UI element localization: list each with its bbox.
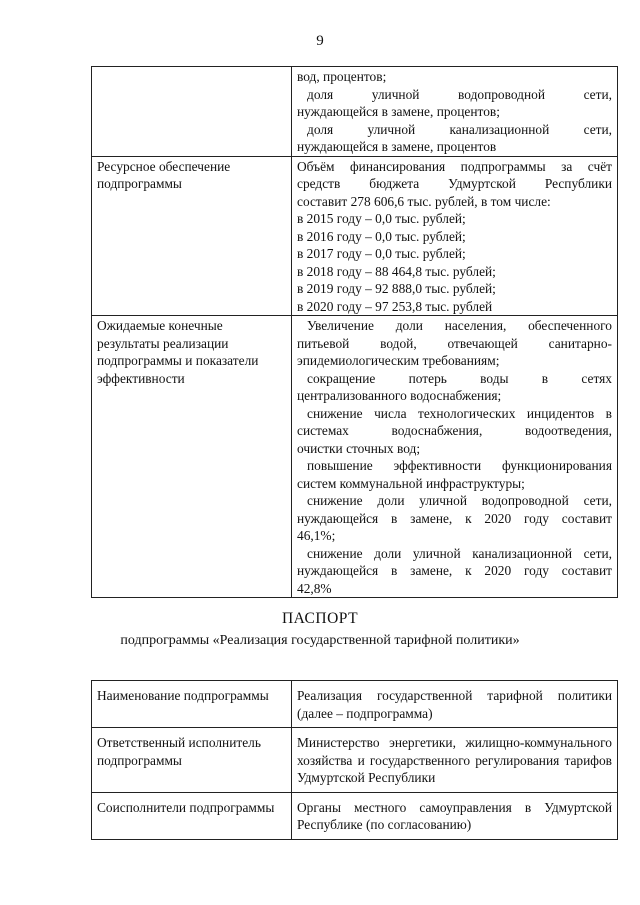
row-label: Наименование подпрограммы — [92, 681, 292, 728]
text-line: в 2016 году – 0,0 тыс. рублей; — [297, 228, 466, 244]
table-row — [92, 681, 618, 728]
text-line: нуждающейся в замене, процентов — [297, 139, 497, 154]
table-row — [92, 316, 618, 598]
text-line: в 2015 году – 0,0 тыс. рублей; — [297, 211, 466, 226]
row-label: Ресурсное обеспечение подпрограммы — [92, 156, 292, 316]
passport-title: ПАСПОРТ — [281, 610, 359, 627]
row-content: Органы местного самоуправления в Удмуртской Республике (по согласованию) — [292, 792, 618, 839]
text-line: питьевой водой, отвечающей санитарно- — [297, 335, 612, 351]
text-line: в 2018 году – 88 464,8 тыс. рублей; — [297, 263, 496, 279]
text-line: эпидемиологическим требованиям; — [297, 353, 500, 368]
text-line: в 2020 году – 97 253,8 тыс. рублей — [297, 298, 493, 314]
text-line: нуждающейся в замене, к 2020 году составит — [297, 510, 612, 526]
page-number: 9 — [316, 33, 324, 49]
row-content: Министерство энергетики, жилищно-коммунального хозяйства и государственного регулирования тарифов Удмуртской Республики — [292, 728, 618, 793]
table-row — [92, 792, 618, 839]
passport-table — [91, 680, 618, 840]
table-row — [92, 728, 618, 793]
passport-subtitle: подпрограммы «Реализация государственной тарифной политики» — [120, 633, 520, 648]
text-line: системах водоснабжения, водоотведения, — [297, 423, 612, 438]
text-line: 42,8% — [297, 580, 332, 596]
text-line: снижение доли уличной водопроводной сети, — [307, 493, 612, 508]
row-label — [92, 67, 292, 157]
text-line: 46,1%; — [297, 528, 336, 543]
row-label: Ответственный исполнитель подпрограммы — [92, 728, 292, 793]
subprogram-continuation-table — [91, 66, 618, 598]
text-line: централизованного водоснабжения; — [297, 388, 502, 403]
text-line: вод, процентов; — [297, 69, 387, 84]
text-line: нуждающейся в замене, к 2020 году составит — [297, 563, 612, 578]
text-line: систем коммунальной инфраструктуры; — [297, 475, 525, 491]
text-line: очистки сточных вод; — [297, 440, 421, 456]
text-line: средств бюджета Удмуртской Республики — [297, 176, 612, 191]
row-content — [292, 316, 618, 598]
text-line: в 2017 году – 0,0 тыс. рублей; — [297, 246, 466, 261]
text-line: доля уличной водопроводной сети, — [307, 86, 612, 102]
row-label: Ожидаемые конечные результаты реализации подпрограммы и показатели эффективности — [92, 316, 292, 598]
text-line: нуждающейся в замене, процентов; — [297, 104, 500, 119]
text-line: сокращение потерь воды в сетях — [307, 370, 612, 386]
table-row — [92, 156, 618, 316]
text-line: снижение доли уличной канализационной сети, — [307, 545, 612, 561]
text-line: Объём финансирования подпрограммы за счёт — [297, 158, 612, 174]
text-line: снижение числа технологических инцидентов в — [307, 405, 612, 421]
row-content — [292, 156, 618, 316]
text-line: составит 278 606,6 тыс. рублей, в том числе: — [297, 193, 551, 209]
text-line: повышение эффективности функционирования — [307, 458, 612, 473]
text-line: доля уличной канализационной сети, — [307, 121, 612, 137]
row-content — [292, 67, 618, 157]
text-line: в 2019 году – 92 888,0 тыс. рублей; — [297, 281, 496, 296]
table-row — [92, 67, 618, 157]
text-line: Увеличение доли населения, обеспеченного — [307, 318, 612, 333]
row-label: Соисполнители подпрограммы — [92, 792, 292, 839]
row-content: Реализация государственной тарифной политики (далее – подпрограмма) — [292, 681, 618, 728]
